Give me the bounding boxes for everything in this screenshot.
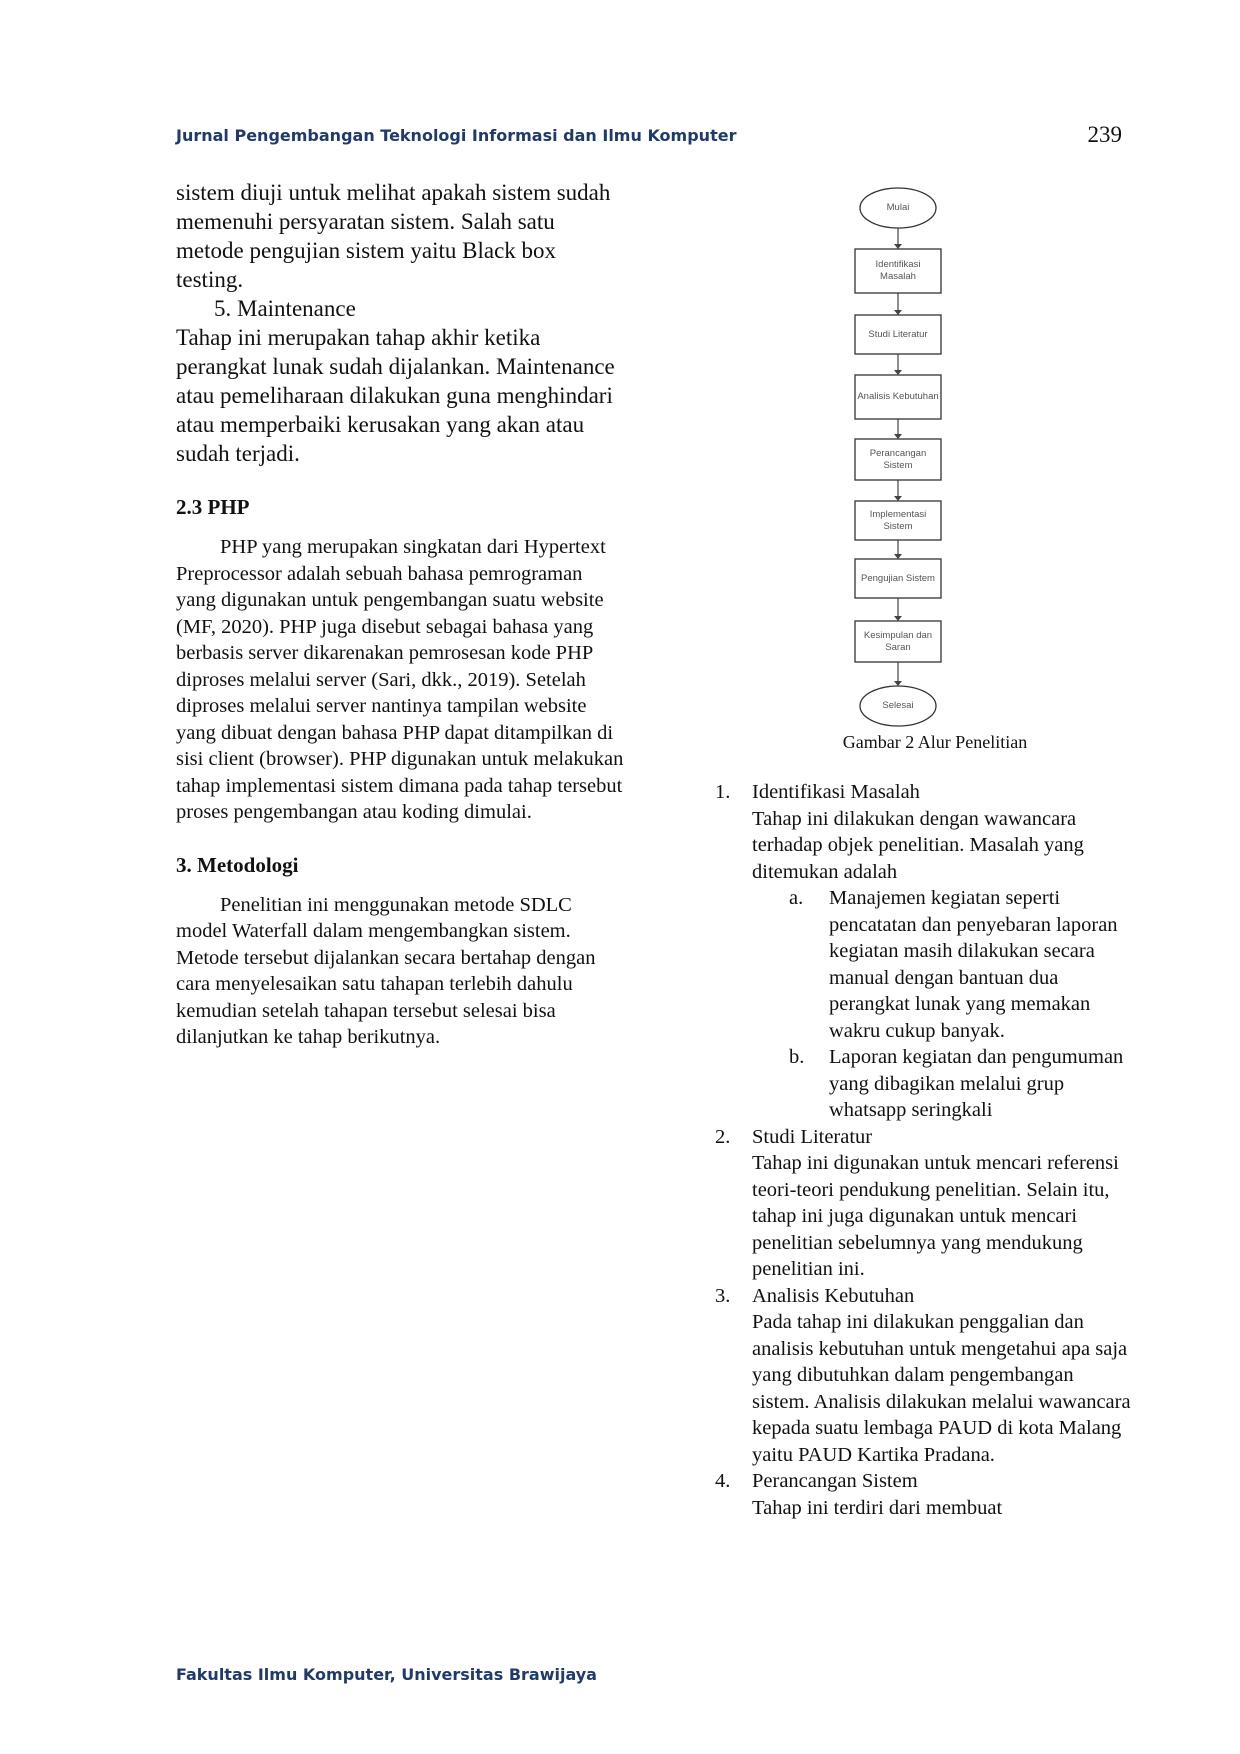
sub-item-letter: a. — [789, 887, 804, 909]
item-title: Analisis Kebutuhan — [752, 1284, 915, 1307]
page-header — [176, 122, 1122, 156]
sub-item-text: Laporan kegiatan dan pengumuman yang dibagikan melalui grup whatsapp seringkali — [829, 1046, 1124, 1121]
node-selesai: Selesai — [882, 700, 914, 711]
research-flowchart — [715, 178, 1135, 728]
item-title: Identifikasi Masalah — [752, 781, 920, 803]
list-item — [715, 779, 1135, 885]
sub-item-a — [715, 885, 1135, 1044]
list-item — [715, 1124, 1135, 1283]
journal-title: Jurnal Pengembangan Teknologi Informasi dan Ilmu Komputer — [176, 126, 737, 145]
item-text: Tahap ini terdiri dari membuat — [752, 1496, 1003, 1519]
methodology-steps — [715, 779, 1135, 1521]
paragraph-metodologi: Penelitian ini menggunakan metode SDLC model Waterfall dalam mengembangkan sistem. Metode tersebut dijalankan secara bertahap dengan cara menyelesaikan satu tahapan terlebih dahulu kemudian setelah tahapan tersebut selesai bisa dilanjutkan ke tahap berikutnya. — [176, 893, 596, 1048]
item-title: Perancangan Sistem — [752, 1470, 918, 1492]
node-kesimpulan: Kesimpulan dan Saran — [863, 629, 933, 653]
left-column — [176, 178, 626, 1051]
list-item — [715, 1283, 1135, 1469]
item-number: 3. — [715, 1284, 731, 1307]
sub-item-b — [715, 1044, 1135, 1124]
list-item-maintenance: 5. Maintenance — [214, 296, 356, 321]
sub-item-text: Manajemen kegiatan seperti pencatatan dan penyebaran laporan kegiatan masih dilakukan secara manual dengan bantuan dua perangkat lunak yang memakan wakru cukup banyak. — [829, 887, 1118, 1042]
paragraph-maintenance: Tahap ini merupakan tahap akhir ketika perangkat lunak sudah dijalankan. Maintenance atau pemeliharaan dilakukan guna menghindari atau memperbaiki kerusakan yang akan atau sudah terjadi. — [176, 325, 615, 466]
paragraph-php: PHP yang merupakan singkatan dari Hypertext Preprocessor adalah sebuah bahasa pemrograman yang digunakan untuk pengembangan suatu website (MF, 2020). PHP juga disebut sebagai bahasa yang berbasis server dikarenakan pemrosesan kode PHP diproses melalui server (Sari, dkk., 2019). Setelah diproses melalui server nantinya tampilan website yang dibuat dengan bahasa PHP dapat ditampilkan di sisi client (browser). PHP digunakan untuk melakukan tahap implementasi sistem dimana pada tahap tersebut proses pengembangan atau koding dimulai. — [176, 536, 624, 823]
item-text: Tahap ini dilakukan dengan wawancara terhadap objek penelitian. Masalah yang ditemukan adalah — [752, 807, 1084, 883]
item-title: Studi Literatur — [752, 1125, 873, 1148]
paragraph-testing: sistem diuji untuk melihat apakah sistem sudah memenuhi persyaratan sistem. Salah satu metode pengujian sistem yaitu Black box testing. — [176, 180, 611, 292]
node-identifikasi: Identifikasi Masalah — [875, 259, 921, 282]
node-analisis: Analisis Kebutuhan — [857, 391, 939, 402]
sub-item-letter: b. — [789, 1046, 805, 1068]
node-mulai: Mulai — [886, 202, 910, 213]
node-perancangan: Perancangan Sistem — [869, 447, 927, 471]
item-text: Tahap ini digunakan untuk mencari referensi teori-teori pendukung penelitian. Selain itu, tahap ini juga digunakan untuk mencari penelitian sebelumnya yang mendukung penelitian ini. — [752, 1152, 1119, 1280]
node-studi: Studi Literatur — [868, 328, 928, 340]
node-pengujian: Pengujian Sistem — [861, 572, 935, 584]
page-footer: Fakultas Ilmu Komputer, Universitas Brawijaya — [176, 1665, 597, 1684]
section-heading-metodologi: 3. Metodologi — [176, 852, 299, 877]
list-item — [715, 1468, 1135, 1521]
item-number: 1. — [715, 781, 731, 803]
node-implementasi: Implementasi Sistem — [869, 508, 927, 532]
item-number: 2. — [715, 1125, 731, 1148]
item-number: 4. — [715, 1470, 731, 1492]
figure-caption: Gambar 2 Alur Penelitian — [842, 732, 1028, 752]
page-number: 239 — [1087, 122, 1122, 147]
item-text: Pada tahap ini dilakukan penggalian dan analisis kebutuhan untuk mengetahui apa saja yang dibutuhkan dalam pengembangan sistem. Analisis dilakukan melalui wawancara kepada suatu lembaga PAUD di kota Malang yaitu PAUD Kartika Pradana. — [752, 1311, 1131, 1466]
section-heading-php: 2.3 PHP — [176, 495, 250, 519]
right-column — [715, 178, 1135, 1521]
